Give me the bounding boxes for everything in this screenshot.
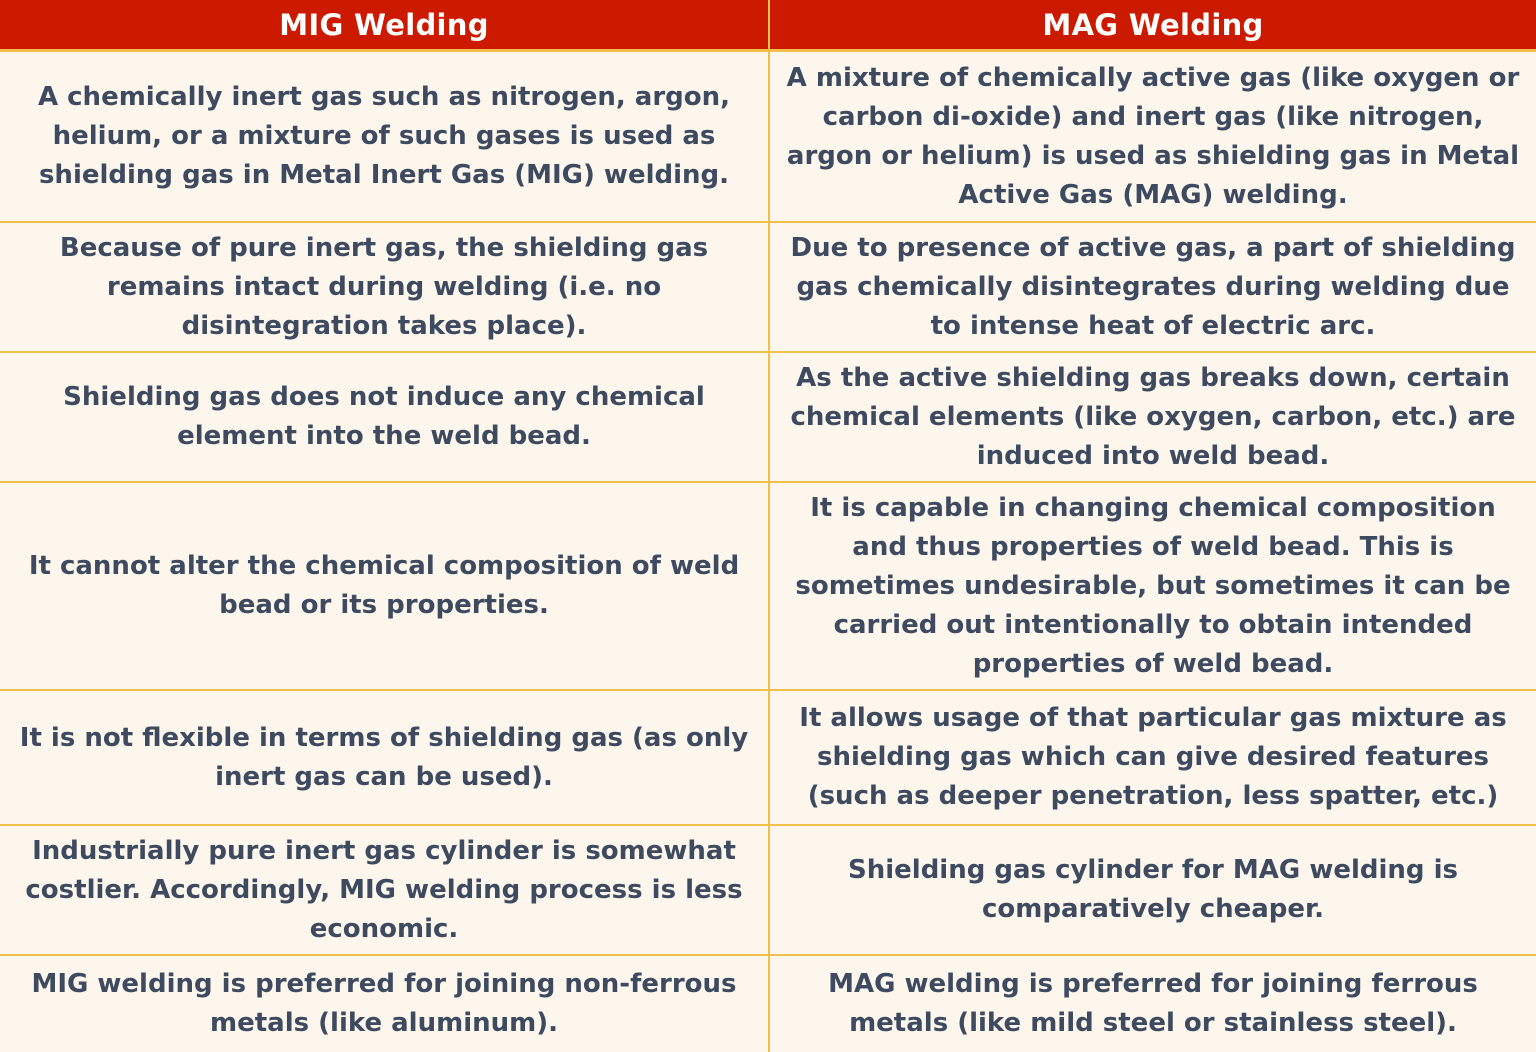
- mig-cell: A chemically inert gas such as nitrogen, argon, helium, or a mixture of such gases is used as shielding gas in Metal Inert Gas (MIG) welding.: [0, 52, 770, 221]
- mag-cell: Shielding gas cylinder for MAG welding is comparatively cheaper.: [848, 855, 1458, 924]
- header-mig-welding: MIG Welding: [0, 0, 770, 49]
- mig-cell: It cannot alter the chemical composition of weld bead or its properties.: [0, 483, 770, 689]
- mag-cell: It allows usage of that particular gas mixture as shielding gas which can give desired features (such as deeper penetration, less spatter, etc.): [799, 703, 1507, 811]
- mig-cell: Because of pure inert gas, the shielding gas remains intact during welding (i.e. no disintegration takes place).: [0, 223, 770, 351]
- table-row: [0, 483, 1536, 691]
- mig-cell: Industrially pure inert gas cylinder is somewhat costlier. Accordingly, MIG welding process is less economic.: [0, 826, 770, 954]
- mig-cell: It is not flexible in terms of shielding gas (as only inert gas can be used).: [0, 691, 770, 824]
- table-row: [0, 826, 1536, 956]
- table-header: [0, 0, 1536, 52]
- table-row: [0, 223, 1536, 353]
- table-row: [0, 353, 1536, 483]
- table-row: [0, 956, 1536, 1052]
- mig-cell: Shielding gas does not induce any chemical element into the weld bead.: [0, 353, 770, 481]
- mag-cell: As the active shielding gas breaks down, certain chemical elements (like oxygen, carbon, etc.) are induced into weld bead.: [790, 362, 1516, 471]
- mag-cell: It is capable in changing chemical composition and thus properties of weld bead. This is sometimes undesirable, but sometimes it can be carried out intentionally to obtain intended properties of weld bead.: [795, 492, 1511, 679]
- table-row: [0, 691, 1536, 826]
- mag-cell: A mixture of chemically active gas (like oxygen or carbon di-oxide) and inert gas (like nitrogen, argon or helium) is used as shielding gas in Metal Active Gas (MAG) welding.: [786, 62, 1520, 210]
- mig-cell: MIG welding is preferred for joining non-ferrous metals (like aluminum).: [0, 956, 770, 1052]
- mag-cell: Due to presence of active gas, a part of shielding gas chemically disintegrates during welding due to intense heat of electric arc.: [790, 232, 1516, 341]
- mag-cell: MAG welding is preferred for joining ferrous metals (like mild steel or stainless steel).: [828, 969, 1478, 1038]
- table-row: [0, 52, 1536, 223]
- header-mag-welding: MAG Welding: [1042, 7, 1264, 42]
